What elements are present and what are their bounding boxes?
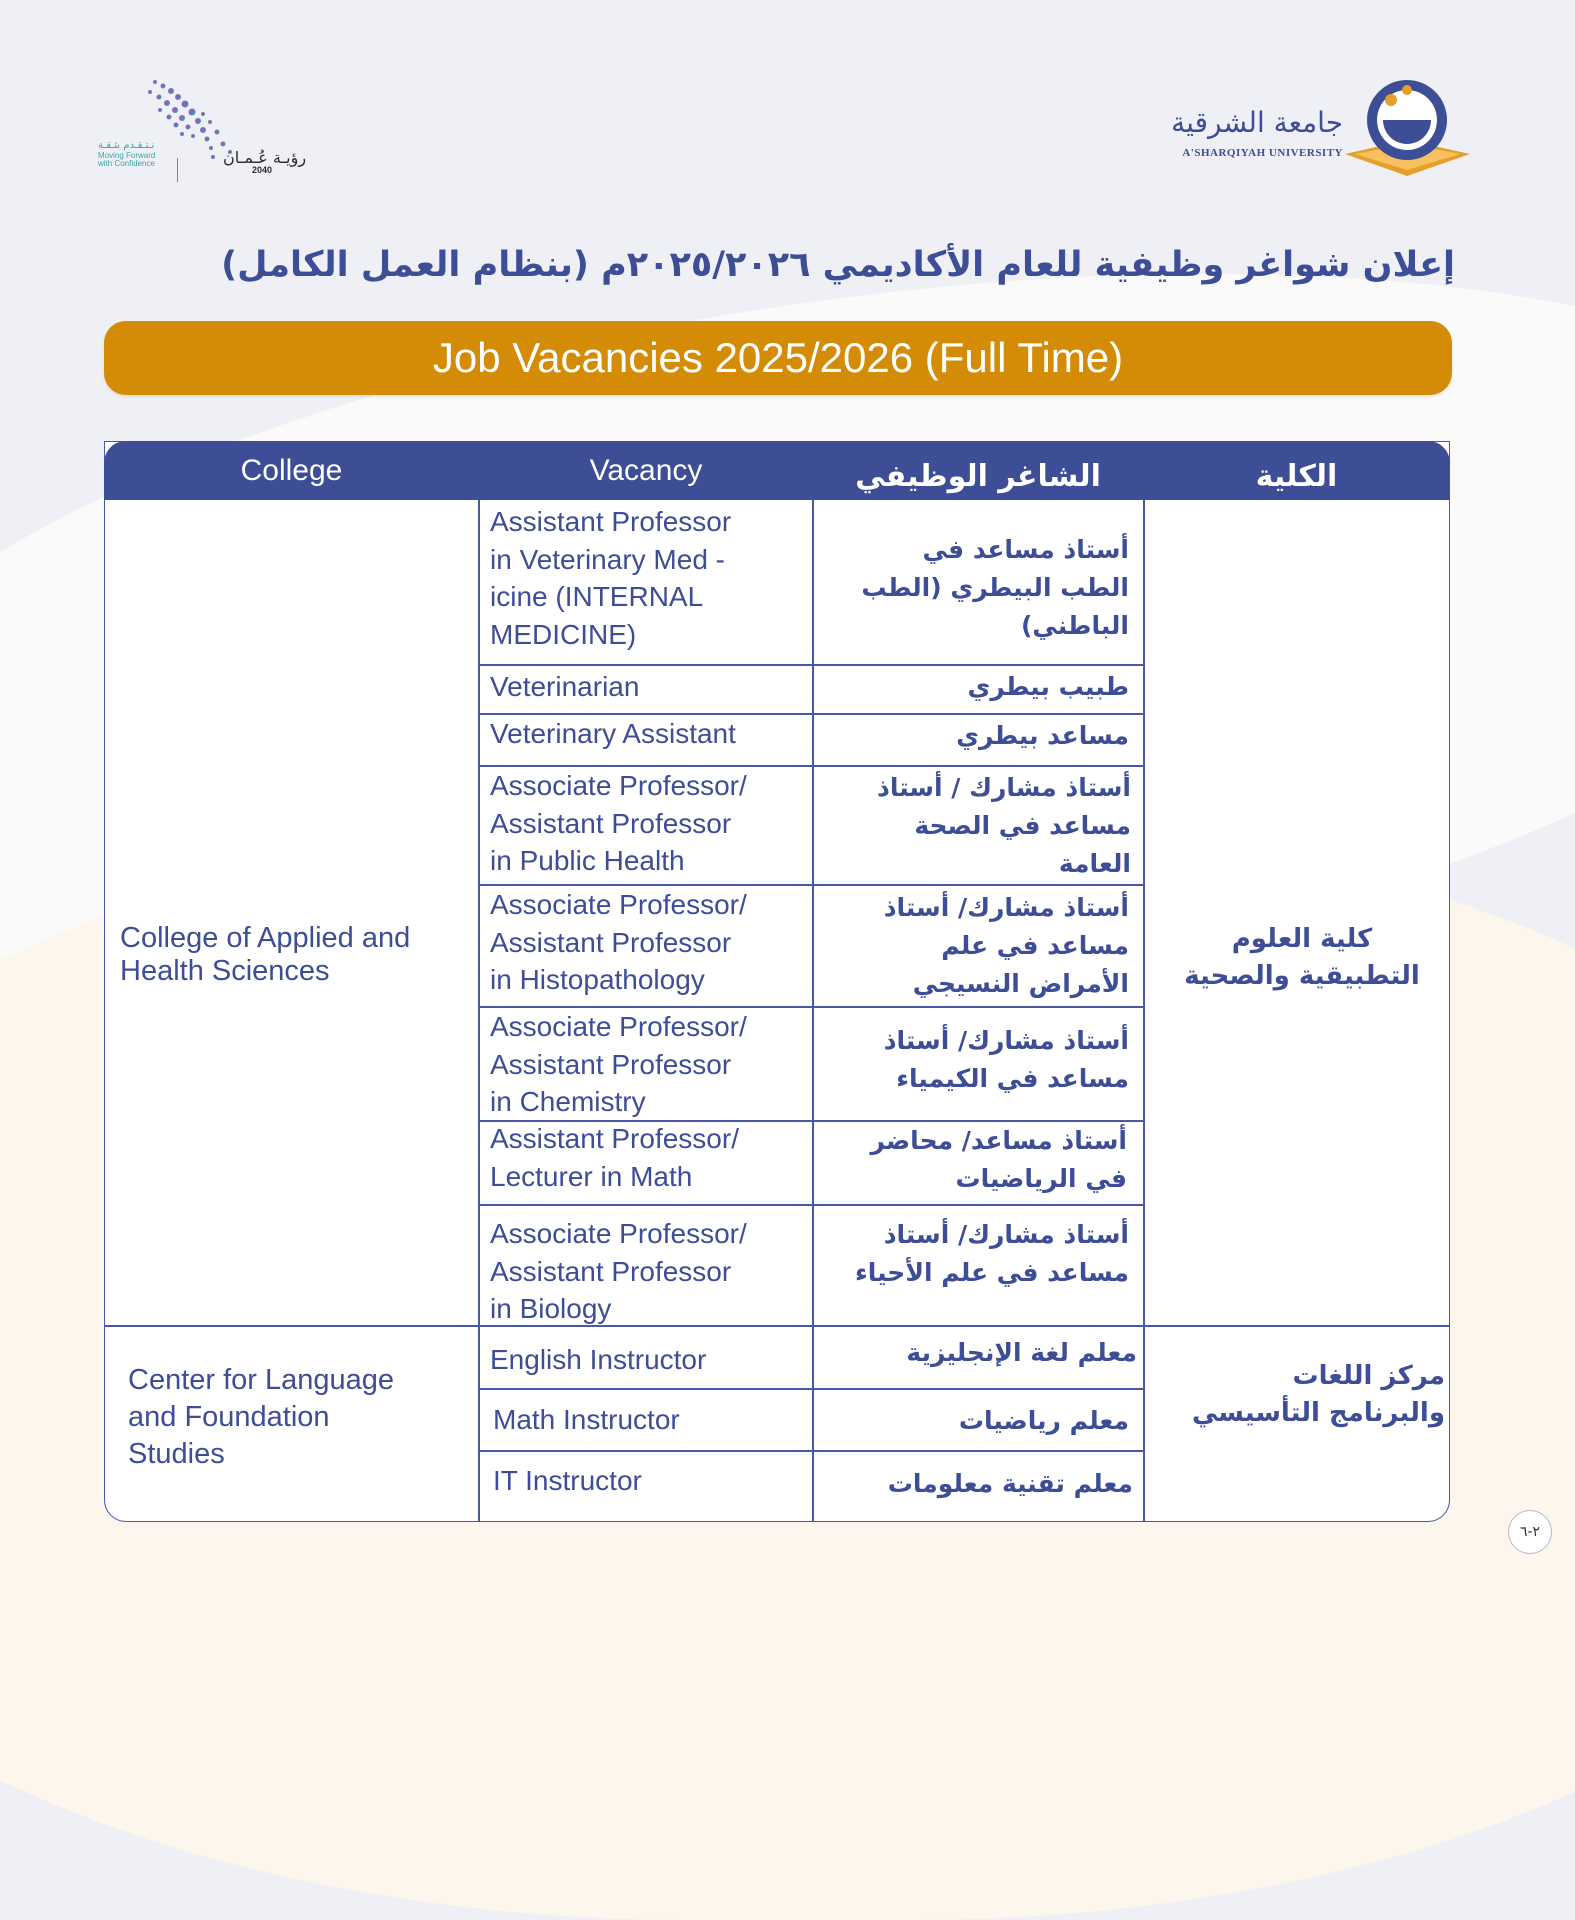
header-college-ar: الكلية	[1255, 459, 1338, 494]
row-divider	[478, 664, 1144, 666]
vacancy-en-cell: Associate Professor/ Assistant Professor in Chemistry	[490, 1011, 747, 1117]
college-name-ar: كلية العلوم التطبيقية والصحية	[1184, 924, 1420, 991]
page-number-badge	[1508, 1510, 1552, 1554]
column-divider	[812, 500, 814, 1521]
row-divider	[478, 1388, 1144, 1390]
page-number: ٢-٦	[1519, 1524, 1541, 1540]
column-divider	[1143, 500, 1145, 1521]
vision-tagline-ar: نـتـقـدم بثـقـة	[98, 140, 155, 151]
vacancy-en-cell: Assistant Professor/ Lecturer in Math	[490, 1123, 739, 1192]
vacancy-ar-cell: أستاذ مشارك/ أستاذ مساعد في علم الأمراض النسيجي	[883, 893, 1129, 998]
vacancy-ar-cell: أستاذ مشارك / أستاذ مساعد في الصحة العامة	[876, 773, 1131, 878]
college-name-en: Center for Language and Foundation Studies	[128, 1364, 395, 1470]
vacancy-en-cell: Assistant Professor in Veterinary Med - icine (INTERNAL MEDICINE)	[490, 506, 732, 650]
vacancy-en-cell: Associate Professor/ Assistant Professor in Public Health	[490, 770, 747, 876]
vacancy-ar-cell: معلم رياضيات	[958, 1406, 1129, 1435]
table-header	[104, 441, 1450, 500]
vacancy-ar-cell: معلم لغة الإنجليزية	[906, 1338, 1137, 1367]
university-logo	[1145, 72, 1475, 187]
vacancy-en-cell: IT Instructor	[493, 1465, 642, 1496]
vacancy-ar-cell: أستاذ مساعد في الطب البيطري (الطب الباطني)	[861, 535, 1129, 640]
vacancy-en-cell: Veterinary Assistant	[490, 718, 736, 749]
vacancy-en-cell: Associate Professor/ Assistant Professor in Biology	[490, 1218, 747, 1324]
header-college-en: College	[240, 453, 343, 487]
vacancy-en-cell: Math Instructor	[493, 1404, 680, 1435]
page-title-ar: إعلان شواغر وظيفية للعام الأكاديمي ٢٠٢٥/٢٠٢٦م (بنظام العمل الكامل)	[221, 245, 1455, 285]
vacancy-ar-cell: أستاذ مشارك/ أستاذ مساعد في علم الأحياء	[854, 1220, 1129, 1287]
vacancy-ar-cell: مساعد بيطري	[956, 721, 1129, 750]
oman-vision-logo	[95, 72, 310, 190]
university-name-en: A'SHARQIYAH UNIVERSITY	[1182, 147, 1343, 159]
vision-year: 2040	[252, 165, 273, 175]
group-divider	[104, 1325, 1450, 1327]
vacancy-ar-cell: معلم تقنية معلومات	[887, 1469, 1133, 1498]
vacancy-ar-cell: أستاذ مشارك/ أستاذ مساعد في الكيمياء	[883, 1026, 1129, 1093]
vision-title-ar: رؤيـة عُـمـان	[223, 148, 307, 167]
job-vacancies-banner	[104, 321, 1452, 395]
vacancy-en-cell: Associate Professor/ Assistant Professor in Histopathology	[490, 889, 747, 995]
vision-swirl-icon	[95, 72, 310, 190]
vacancy-en-cell: English Instructor	[490, 1344, 707, 1375]
vacancy-en-cell: Veterinarian	[490, 671, 640, 702]
header-vacancy-en: Vacancy	[589, 453, 703, 487]
college-name-en: College of Applied and Health Sciences	[120, 922, 411, 987]
column-divider	[478, 500, 480, 1521]
header-vacancy-ar: الشاغر الوظيفي	[855, 459, 1101, 494]
vacancy-ar-cell: أستاذ مساعد/ محاضر في الرياضيات	[870, 1126, 1127, 1193]
banner-text: Job Vacancies 2025/2026 (Full Time)	[432, 334, 1124, 381]
row-divider	[478, 1450, 1144, 1452]
vision-tagline-en: Moving Forward with Confidence	[98, 151, 156, 168]
college-name-ar: مركز اللغات والبرنامج التأسيسي	[1191, 1361, 1445, 1428]
row-divider	[478, 1204, 1144, 1206]
university-name-ar: جامعة الشرقية	[1171, 106, 1343, 139]
vacancy-ar-cell: طبيب بيطري	[967, 672, 1129, 701]
